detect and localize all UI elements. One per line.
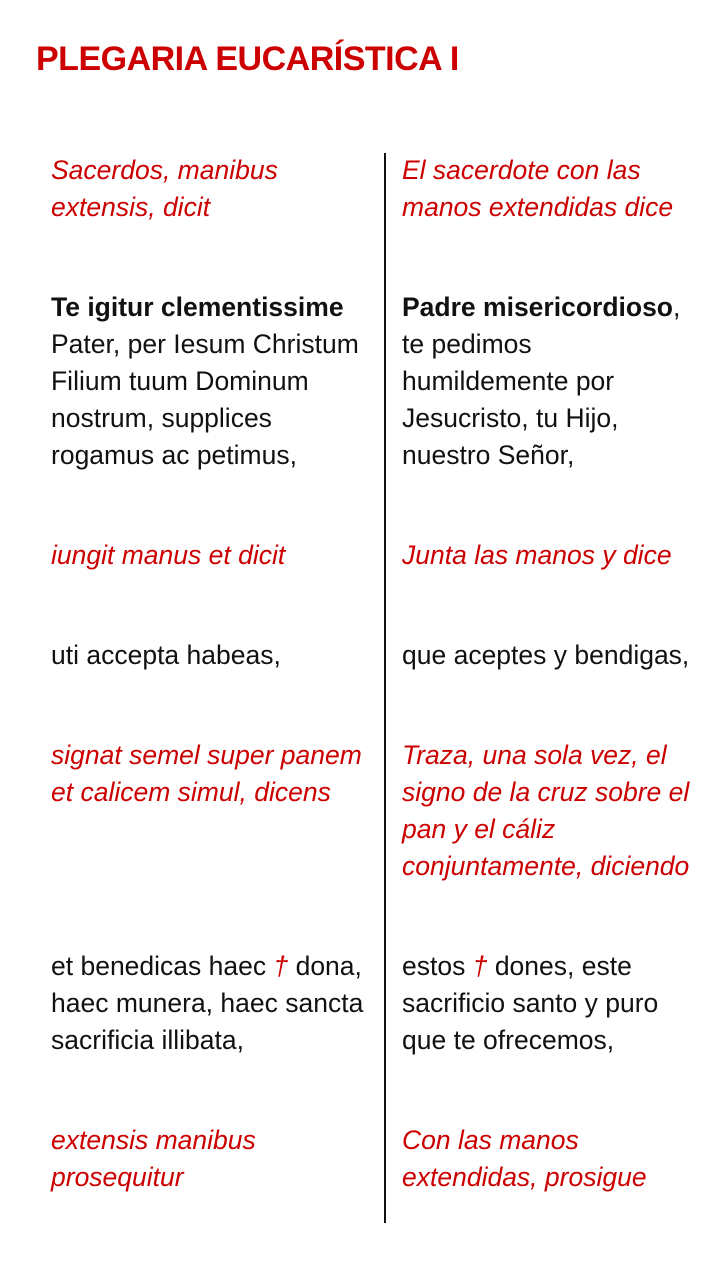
latin-rubric-prosequitur: extensis manibus prosequitur	[51, 1125, 256, 1192]
latin-rubric-extended-hands: Sacerdos, manibus extensis, dicit	[51, 155, 278, 222]
spanish-rubric-prosigue: Con las manos extendidas, prosigue	[402, 1125, 647, 1192]
page-title: PLEGARIA EUCARÍSTICA I	[36, 40, 459, 78]
latin-incipit: Te igitur clementissime	[51, 292, 344, 322]
spanish-prayer-aceptes: que aceptes y bendigas,	[402, 640, 690, 670]
spanish-prayer-text-after-cross: dones, este sacrificio santo y puro que te ofrecemos,	[402, 951, 659, 1055]
latin-rubric-joins-hands: iungit manus et dicit	[51, 540, 286, 570]
spanish-column	[402, 152, 692, 1222]
spanish-prayer-padre	[402, 289, 692, 511]
spanish-prayer-text: , te pedimos humildemente por Jesucristo, tu Hijo, nuestro Señor,	[402, 292, 681, 470]
latin-rubric-sign-cross: signat semel super panem et calicem simul, dicens	[51, 740, 362, 807]
spanish-prayer-dones	[402, 948, 692, 1096]
latin-prayer-benedicas	[51, 948, 376, 1096]
latin-prayer-te-igitur	[51, 289, 376, 511]
latin-prayer-text: Pater, per Iesum Christum Filium tuum Dominum nostrum, supplices rogamus ac petimus,	[51, 329, 359, 470]
cross-icon: †	[472, 951, 488, 981]
cross-icon: †	[273, 951, 289, 981]
spanish-rubric-extended-hands: El sacerdote con las manos extendidas dice	[402, 155, 674, 222]
spanish-rubric-sign-cross: Traza, una sola vez, el signo de la cruz sobre el pan y el cáliz conjuntamente, diciendo	[402, 740, 690, 881]
column-divider	[384, 153, 386, 1223]
spanish-rubric-joins-hands: Junta las manos y dice	[402, 540, 672, 570]
latin-prayer-accepta: uti accepta habeas,	[51, 640, 281, 670]
latin-prayer-text-after-cross: dona, haec munera, haec sancta sacrificia illibata,	[51, 951, 364, 1055]
spanish-incipit: Padre misericordioso	[402, 292, 673, 322]
latin-prayer-text-before-cross: et benedicas haec	[51, 951, 274, 981]
spanish-prayer-text-before-cross: estos	[402, 951, 473, 981]
latin-column	[51, 152, 376, 1222]
